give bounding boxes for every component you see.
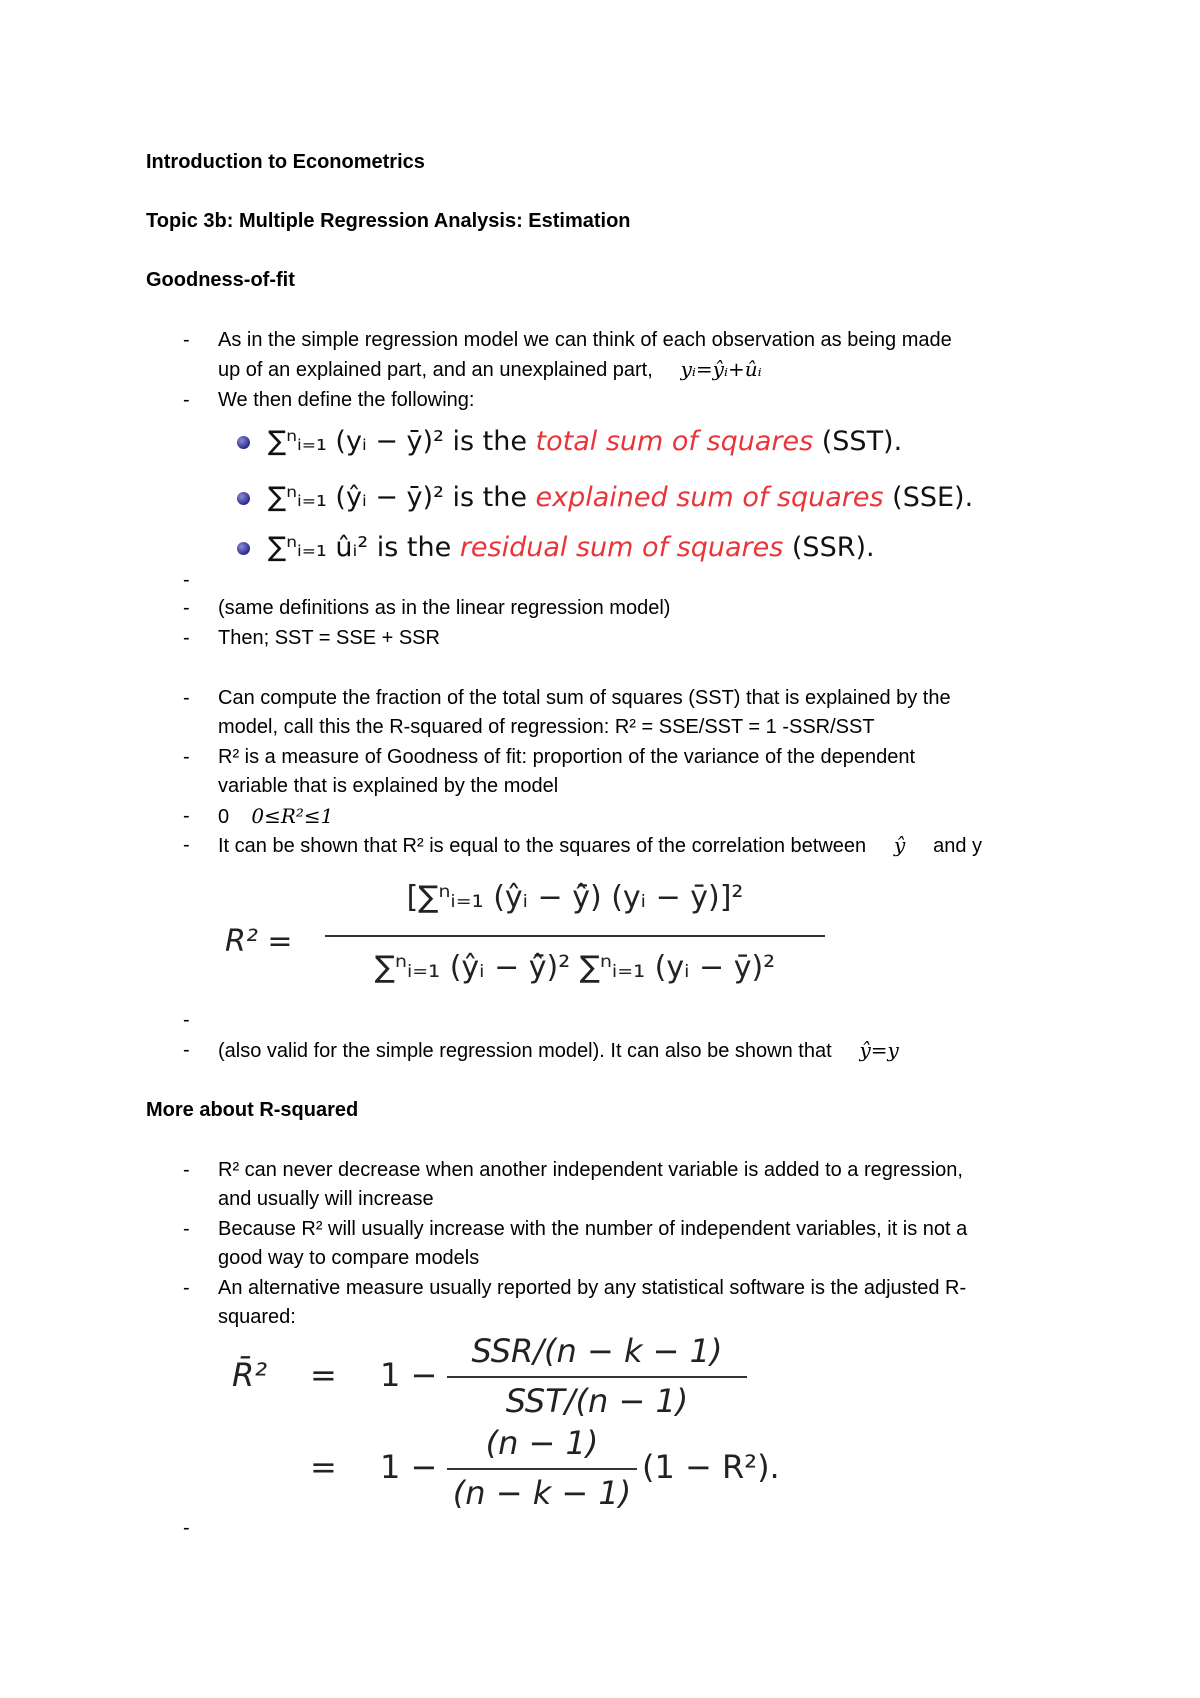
r2-correlation-formula (225, 872, 825, 1022)
item-text: R² is a measure of Goodness of fit: proportion of the variance of the dependent (218, 746, 916, 768)
bullet-dash: - (183, 1277, 190, 1299)
formula-lhs: R² = (225, 924, 293, 959)
item-text: squared: (218, 1306, 296, 1328)
bullet-icon (237, 492, 250, 505)
formula-one-minus: 1 − (380, 1448, 438, 1486)
def-abbr: (SSR). (783, 532, 875, 563)
def-math: ∑ⁿᵢ₌₁ (ŷᵢ − ȳ)² is the (268, 482, 536, 513)
formula-numerator: (n − 1) (485, 1424, 599, 1462)
inline-math: ŷ=y (859, 1038, 899, 1062)
bullet-dash: - (183, 1009, 190, 1031)
item-text: and y (933, 835, 983, 857)
def-math: ∑ⁿᵢ₌₁ ûᵢ² is the (268, 532, 460, 563)
bullet-dash: - (183, 746, 190, 768)
formula-denominator: (n − k − 1) (452, 1474, 632, 1512)
list-item (218, 684, 1058, 742)
bullet-dash: - (183, 1218, 190, 1240)
definition-ssr (237, 530, 875, 566)
fraction-bar (447, 1376, 747, 1378)
bullet-dash: - (183, 805, 190, 827)
bullet-icon (237, 436, 250, 449)
item-text: It can be shown that R² is equal to the squares of the correlation between (218, 835, 867, 857)
item-text: Because R² will usually increase with the number of independent variables, it is not a (218, 1218, 968, 1240)
item-text: (also valid for the simple regression model). It can also be shown that (218, 1040, 832, 1062)
item-text: good way to compare models (218, 1247, 480, 1269)
item-text: and usually will increase (218, 1188, 434, 1210)
section-heading-goodness: Goodness-of-fit (146, 269, 295, 291)
bullet-dash: - (183, 389, 190, 411)
definition-sst (237, 424, 902, 460)
formula-one-minus: 1 − (380, 1356, 438, 1394)
item-text: variable that is explained by the model (218, 775, 559, 797)
item-text: We then define the following: (218, 389, 475, 411)
bullet-dash: - (183, 834, 190, 856)
list-item (218, 1156, 1058, 1214)
fraction-bar (447, 1468, 637, 1470)
formula-denominator: ∑ⁿᵢ₌₁ (ŷᵢ − ŷ̄)² ∑ⁿᵢ₌₁ (yᵢ − ȳ)² (374, 950, 776, 985)
bullet-dash: - (183, 329, 190, 351)
formula-numerator: [∑ⁿᵢ₌₁ (ŷᵢ − ŷ̄) (yᵢ − ȳ)]² (406, 880, 744, 915)
def-term: explained sum of squares (535, 482, 884, 513)
list-item (218, 624, 1058, 653)
def-term: residual sum of squares (459, 532, 784, 563)
inline-math: ŷ (893, 833, 906, 857)
list-item (218, 1215, 1058, 1273)
item-text: R² can never decrease when another independent variable is added to a regression, (218, 1159, 963, 1181)
list-item (218, 1274, 1058, 1332)
formula-numerator: SSR/(n − k − 1) (471, 1332, 723, 1370)
topic-heading: Topic 3b: Multiple Regression Analysis: Estimation (146, 210, 631, 232)
item-text: 0 (218, 806, 230, 828)
item-text: An alternative measure usually reported by any statistical software is the adjusted R- (218, 1277, 967, 1299)
item-text: Can compute the fraction of the total sum of squares (SST) that is explained by the (218, 687, 951, 709)
def-term: total sum of squares (535, 426, 814, 457)
item-text: (same definitions as in the linear regression model) (218, 597, 671, 619)
bullet-icon (237, 542, 250, 555)
item-text: As in the simple regression model we can think of each observation as being made (218, 329, 952, 351)
list-item (218, 1036, 1058, 1066)
def-abbr: (SST). (813, 426, 903, 457)
item-text: up of an explained part, and an unexplained part, (218, 359, 653, 381)
bullet-dash: - (183, 597, 190, 619)
inline-math: 0≤R²≤1 (251, 804, 334, 828)
bullet-dash: - (183, 1517, 190, 1539)
list-item (218, 326, 1058, 385)
item-text: model, call this the R-squared of regression: R² = SSE/SST = 1 -SSR/SST (218, 716, 875, 738)
formula-equals: = (310, 1356, 337, 1394)
def-abbr: (SSE). (883, 482, 974, 513)
adjusted-r2-formula (232, 1332, 832, 1532)
bullet-dash: - (183, 687, 190, 709)
formula-denominator: SST/(n − 1) (505, 1382, 689, 1420)
bullet-dash: - (183, 1039, 190, 1061)
list-item (218, 386, 1058, 415)
bullet-dash: - (183, 569, 190, 591)
definition-sse (237, 480, 973, 516)
list-item (218, 594, 1058, 623)
formula-tail: (1 − R²). (642, 1448, 780, 1486)
formula-equals: = (310, 1448, 337, 1486)
list-item (218, 743, 1058, 801)
list-item (218, 802, 1058, 832)
def-math: ∑ⁿᵢ₌₁ (yᵢ − ȳ)² is the (268, 426, 536, 457)
item-text: Then; SST = SSE + SSR (218, 627, 440, 649)
list-item (218, 831, 1118, 861)
inline-math: yᵢ=ŷᵢ+ûᵢ (680, 357, 762, 381)
doc-title: Introduction to Econometrics (146, 151, 425, 173)
section-heading-more-r2: More about R-squared (146, 1099, 359, 1121)
bullet-dash: - (183, 627, 190, 649)
fraction-bar (325, 935, 825, 937)
bullet-dash: - (183, 1159, 190, 1181)
formula-lhs: R̄² (232, 1356, 268, 1394)
